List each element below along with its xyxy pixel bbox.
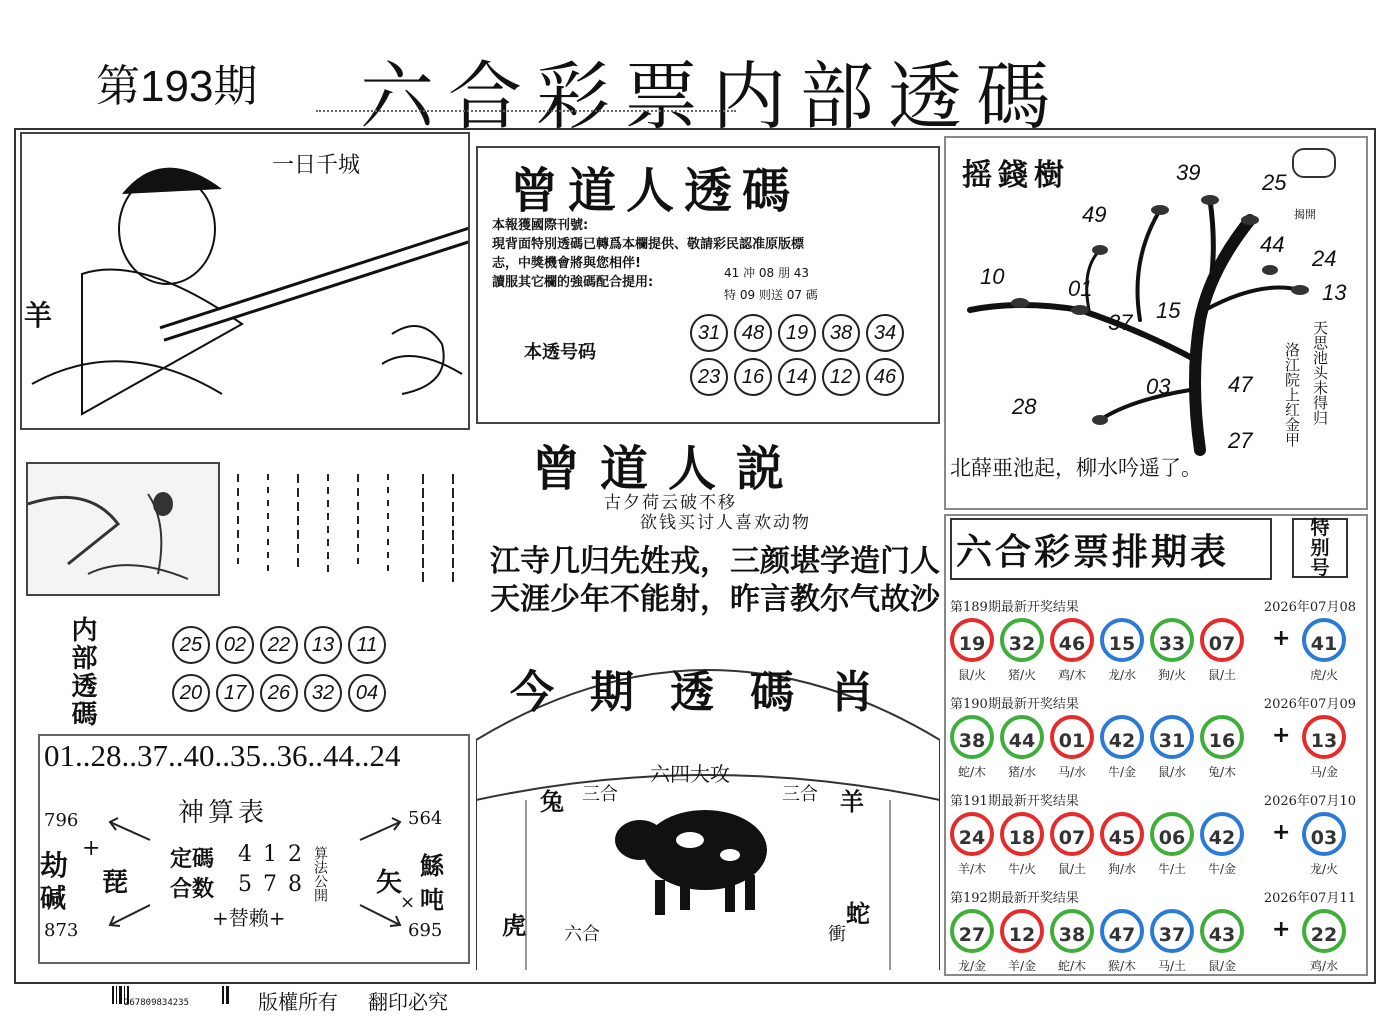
circle-number: 46 <box>866 358 904 396</box>
cross-sign: × <box>400 892 416 913</box>
result-date: 2026年07月08 <box>1263 600 1356 615</box>
calc-title: 神算表 <box>178 798 269 828</box>
side-char: 羊 <box>24 299 53 332</box>
result-date: 2026年07月10 <box>1263 794 1356 809</box>
ball-tag: 鼠/土 <box>1057 862 1087 876</box>
special-ball: 03 <box>1302 812 1346 856</box>
special-ball: 41 <box>1302 618 1346 662</box>
circle-number: 34 <box>866 314 904 352</box>
lottery-ball: 27 <box>950 909 994 953</box>
ball-tag: 狗/水 <box>1107 862 1137 876</box>
circle-number: 31 <box>690 314 728 352</box>
ball-tag: 蛇/木 <box>1057 959 1087 973</box>
stamp-badge <box>1292 148 1336 178</box>
lottery-ball: 16 <box>1200 715 1244 759</box>
ball-tag: 龙/水 <box>1107 668 1137 682</box>
notice-line: 讀服其它欄的強碼配合提用: <box>492 275 654 290</box>
zodiac-she: 蛇 <box>846 899 870 928</box>
ball-tag: 龙/金 <box>957 959 987 973</box>
heshu-value: 5 7 8 <box>238 872 304 897</box>
circle-number: 16 <box>734 358 772 396</box>
plus-sign: + <box>1272 917 1291 942</box>
sanhe-left: 三合 <box>582 784 618 805</box>
ball-tag: 羊/金 <box>1007 959 1037 973</box>
special-ball: 22 <box>1302 909 1346 953</box>
dingma-label: 定碼 <box>170 846 215 872</box>
zodiac-hu: 虎 <box>502 911 526 940</box>
special-tag: 马/金 <box>1309 765 1339 779</box>
left-char-b: 琵 <box>102 868 129 898</box>
lottery-ball: 46 <box>1050 618 1094 662</box>
ball-tag: 牛/金 <box>1107 765 1137 779</box>
circle-number: 23 <box>690 358 728 396</box>
lottery-ball: 07 <box>1200 618 1244 662</box>
result-block <box>950 691 1360 788</box>
ball-tag: 狗/火 <box>1157 668 1187 682</box>
tzdaoren-title: 曾道人透碼 <box>510 163 801 219</box>
method-note: 算法公開 <box>312 846 328 902</box>
illustration-panel <box>20 132 470 430</box>
tree-number: 01 <box>1068 276 1093 301</box>
ball-tag: 羊/木 <box>957 862 987 876</box>
special-label: 特别号 <box>1310 517 1330 579</box>
heshu-label: 合数 <box>170 876 215 902</box>
lottery-ball: 45 <box>1100 812 1144 856</box>
scene-illustration <box>28 464 218 594</box>
notice-text <box>492 216 932 292</box>
code-number: 20 <box>172 674 210 712</box>
tree-verse: 北薛亜池起，柳水吟遥了。 <box>950 456 1202 480</box>
ball-tag: 猪/火 <box>1007 668 1037 682</box>
ball-tag: 鼠/火 <box>957 668 987 682</box>
liusi-label: 六四大攻 <box>650 762 730 786</box>
tree-number: 10 <box>980 264 1005 289</box>
tree-poem-2: 洛江院上红金甲 <box>1283 342 1301 447</box>
ball-tag: 鼠/水 <box>1157 765 1187 779</box>
heng-label: 衝 <box>828 924 846 945</box>
tree-number: 13 <box>1322 280 1347 305</box>
pig-illustration <box>610 780 780 920</box>
ball-tag: 鸡/木 <box>1057 668 1087 682</box>
verse-line-2: 天涯少年不能射，昨言教尔气故沙 <box>490 582 940 617</box>
result-block <box>950 594 1360 691</box>
liuhe-label: 六合 <box>564 924 600 945</box>
circle-number: 12 <box>822 358 860 396</box>
plus-sign: + <box>1272 723 1291 748</box>
mini-line-1: 41 冲 08 朋 43 <box>724 266 810 280</box>
lottery-ball: 12 <box>1000 909 1044 953</box>
result-block <box>950 885 1360 982</box>
plus-sign: + <box>1272 626 1291 651</box>
lottery-ball: 06 <box>1150 812 1194 856</box>
ball-tag: 马/水 <box>1057 765 1087 779</box>
lottery-ball: 33 <box>1150 618 1194 662</box>
circle-number: 38 <box>822 314 860 352</box>
number-sequence: 01..28..37..40..35..36..44..24 <box>44 738 401 773</box>
lottery-ball: 42 <box>1100 715 1144 759</box>
circle-number: 14 <box>778 358 816 396</box>
tree-number: 25 <box>1262 170 1287 195</box>
circle-number: 48 <box>734 314 772 352</box>
arch-title: 今期透碼肖 <box>510 667 910 718</box>
side-label: 本透号码 <box>524 342 596 363</box>
number-873: 873 <box>44 920 79 941</box>
mini-line-2: 特 09 则送 07 碼 <box>724 288 818 302</box>
number-564: 564 <box>408 808 443 829</box>
zodiac-yang: 羊 <box>840 787 864 816</box>
tree-title: 摇錢樹 <box>962 158 1070 193</box>
issue-number: 第193期 <box>96 62 258 111</box>
lottery-ball: 18 <box>1000 812 1044 856</box>
result-date: 2026年07月11 <box>1263 891 1356 906</box>
left-char-a: 劫 <box>40 849 69 882</box>
code-row-1 <box>172 626 392 664</box>
lottery-ball: 01 <box>1050 715 1094 759</box>
special-ball: 13 <box>1302 715 1346 759</box>
lottery-ball: 44 <box>1000 715 1044 759</box>
says-title: 曾道人説 <box>532 441 805 497</box>
ball-tag: 猴/木 <box>1107 959 1137 973</box>
result-heading: 第190期最新开奖结果 <box>950 697 1079 712</box>
code-label: 内部透碼 <box>67 616 97 728</box>
code-number: 26 <box>260 674 298 712</box>
barcode-number: 267809834235 <box>124 998 190 1008</box>
caption-top: 一日千城 <box>272 153 361 178</box>
code-row-2 <box>172 674 392 712</box>
code-number: 22 <box>260 626 298 664</box>
tree-number: 27 <box>1228 428 1253 453</box>
divider <box>316 110 736 118</box>
ball-tag: 鼠/金 <box>1207 959 1237 973</box>
number-796: 796 <box>44 810 79 831</box>
lottery-ball: 07 <box>1050 812 1094 856</box>
verse-line-1: 江寺几归先姓戎，三颜堪学造门人 <box>490 544 940 579</box>
results-list <box>950 594 1360 982</box>
code-number: 02 <box>216 626 254 664</box>
special-tag: 虎/火 <box>1309 668 1339 682</box>
no-copy-text: 翻印必究 <box>368 990 448 1014</box>
lottery-ball: 47 <box>1100 909 1144 953</box>
lottery-ball: 42 <box>1200 812 1244 856</box>
result-heading: 第189期最新开奖结果 <box>950 600 1079 615</box>
zodiac-tu: 兔 <box>540 787 564 816</box>
left-char-c: 碱 <box>40 884 67 914</box>
lottery-ball: 43 <box>1200 909 1244 953</box>
number-695: 695 <box>408 920 443 941</box>
right-char-a: 矢 <box>376 868 403 898</box>
circle-row-2 <box>690 358 910 396</box>
tree-number: 03 <box>1146 374 1171 399</box>
stamp-text: 揭開 <box>1294 208 1316 221</box>
schedule-title: 六合彩票排期表 <box>956 532 1230 573</box>
right-char-b: 鯀 <box>420 851 444 880</box>
lottery-ball: 19 <box>950 618 994 662</box>
result-heading: 第192期最新开奖结果 <box>950 891 1079 906</box>
plus-sign: + <box>1272 820 1291 845</box>
tree-number: 44 <box>1260 232 1285 257</box>
tree-poem-1: 天思池头未得归 <box>1311 320 1329 425</box>
special-tag: 鸡/水 <box>1309 959 1339 973</box>
poem-line-1: 古夕荷云破不移 <box>604 493 737 513</box>
code-number: 11 <box>348 626 386 664</box>
ball-tag: 蛇/木 <box>957 765 987 779</box>
code-number: 13 <box>304 626 342 664</box>
plus-sign: + <box>82 836 101 861</box>
tree-number: 47 <box>1228 372 1253 397</box>
result-block <box>950 788 1360 885</box>
dingma-value: 4 1 2 <box>238 842 304 867</box>
sanhe-right: 三合 <box>782 784 818 805</box>
tree-number: 28 <box>1012 394 1037 419</box>
handwritten-poem <box>228 464 468 594</box>
code-number: 04 <box>348 674 386 712</box>
result-heading: 第191期最新开奖结果 <box>950 794 1079 809</box>
ball-tag: 马/土 <box>1157 959 1187 973</box>
result-date: 2026年07月09 <box>1263 697 1356 712</box>
code-number: 17 <box>216 674 254 712</box>
lottery-ball: 31 <box>1150 715 1194 759</box>
ball-tag: 牛/金 <box>1207 862 1237 876</box>
code-number: 25 <box>172 626 210 664</box>
special-tag: 龙/火 <box>1309 862 1339 876</box>
ball-tag: 猪/水 <box>1007 765 1037 779</box>
ball-tag: 牛/土 <box>1157 862 1187 876</box>
lottery-ball: 37 <box>1150 909 1194 953</box>
right-char-c: 吨 <box>420 885 444 914</box>
lottery-ball: 32 <box>1000 618 1044 662</box>
ball-tag: 鼠/土 <box>1207 668 1237 682</box>
tree-number: 24 <box>1312 246 1337 271</box>
poem-line-2: 欲钱买讨人喜欢动物 <box>640 513 811 533</box>
ball-tag: 兔/木 <box>1207 765 1237 779</box>
tree-number: 49 <box>1082 202 1107 227</box>
lottery-ball: 15 <box>1100 618 1144 662</box>
tree-number: 15 <box>1156 298 1181 323</box>
notice-line: 本報獲國際刊號: <box>492 218 589 233</box>
ball-tag: 牛/火 <box>1007 862 1037 876</box>
copyright-text: 版權所有 <box>258 990 338 1014</box>
circle-number: 19 <box>778 314 816 352</box>
tree-number: 39 <box>1176 160 1201 185</box>
notice-line: 現背面特別透碼已轉爲本欄提供、敬請彩民認准原版標 <box>492 237 805 252</box>
code-number: 32 <box>304 674 342 712</box>
notice-line: 志，中獎機會將與您相伴! <box>492 256 641 271</box>
tilai-label: +替赖+ <box>212 906 286 930</box>
scene-thumbnail <box>26 462 220 596</box>
page-title: 六合彩票内部透碼 <box>360 54 1064 140</box>
lady-illustration <box>22 134 468 428</box>
lottery-ball: 38 <box>1050 909 1094 953</box>
lottery-ball: 24 <box>950 812 994 856</box>
lottery-ball: 38 <box>950 715 994 759</box>
tree-number: 37 <box>1108 310 1133 335</box>
circle-row-1 <box>690 314 910 352</box>
